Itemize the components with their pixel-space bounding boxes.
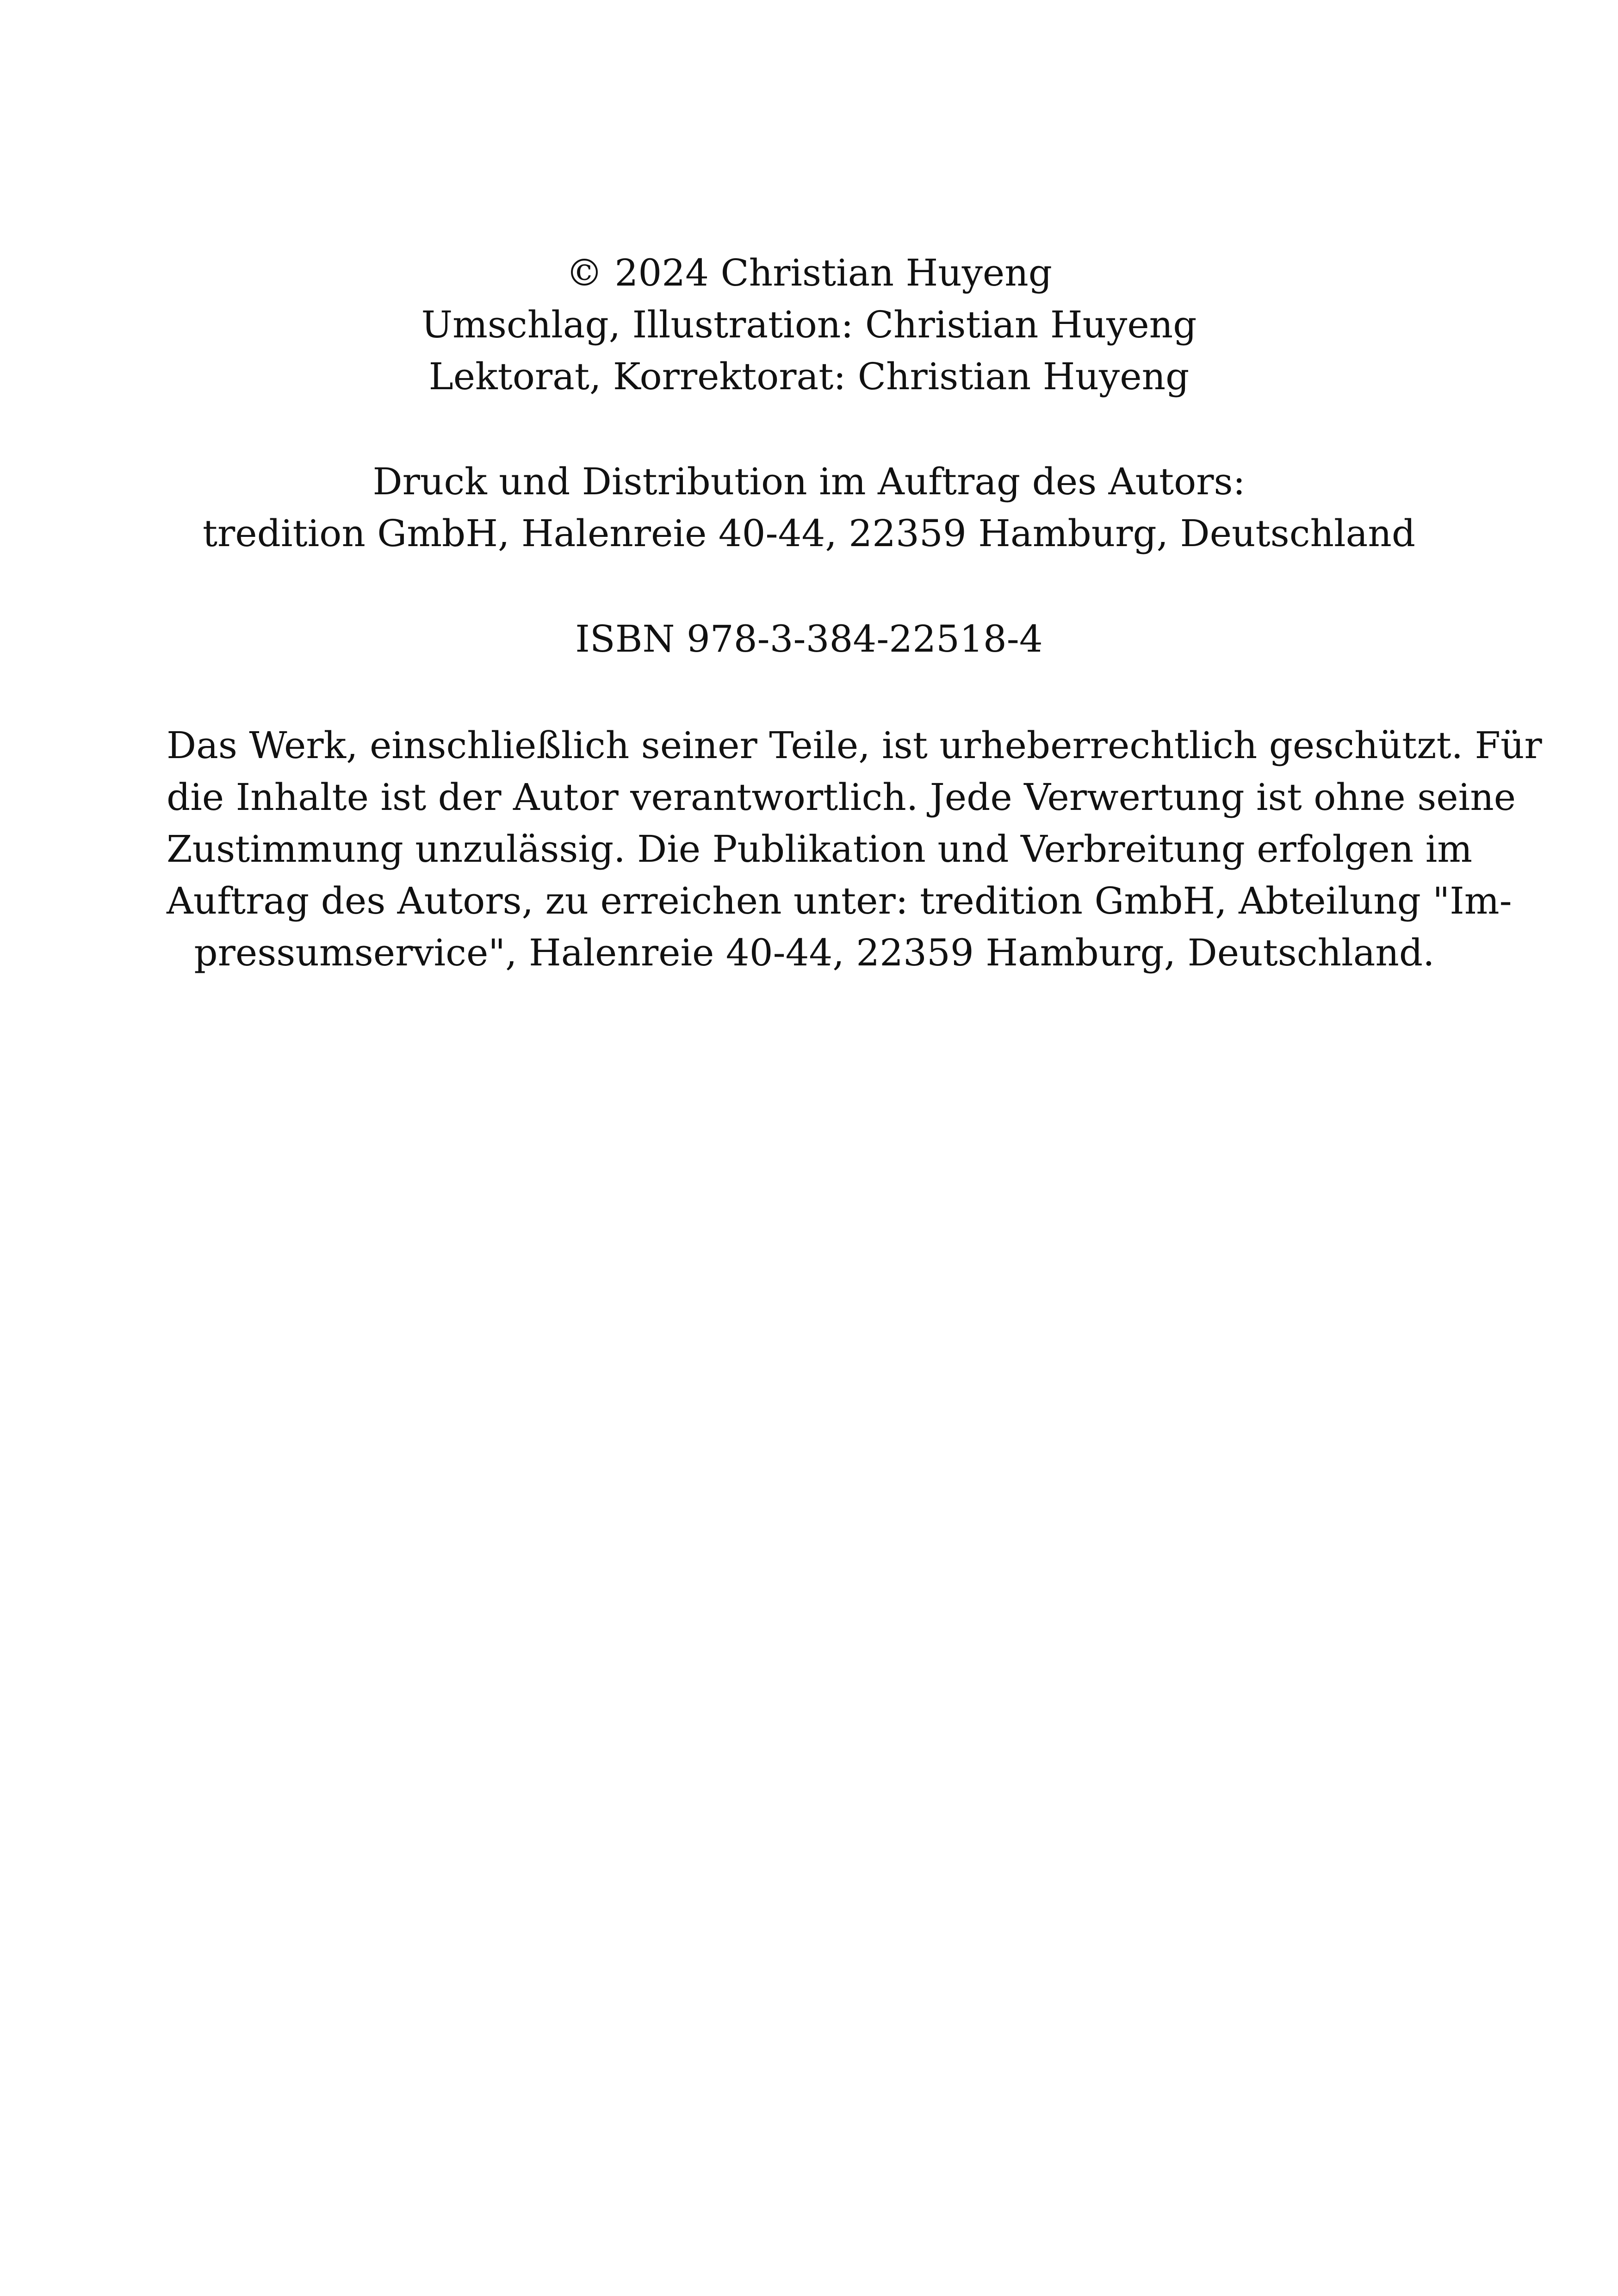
distribution-line-2: tredition GmbH, Halenreie 40-44, 22359 Hamburg, Deutschland — [202, 512, 1416, 555]
legal-line-5: pressumservice", Halenreie 40-44, 22359 Hamburg, Deutschland. — [194, 931, 1435, 974]
isbn-line: ISBN 978-3-384-22518-4 — [575, 617, 1043, 660]
distribution-line-1: Druck und Distribution im Auftrag des Autors: — [372, 460, 1246, 503]
legal-line-2: die Inhalte ist der Autor verantwortlich. Jede Verwertung ist ohne seine — [167, 776, 1516, 819]
distribution-block — [0, 456, 1618, 560]
legal-line-3: Zustimmung unzulässig. Die Publikation und Verbreitung erfolgen im — [167, 828, 1473, 871]
editing-credit-line: Lektorat, Korrektorat: Christian Huyeng — [428, 355, 1190, 398]
cover-credit-line: Umschlag, Illustration: Christian Huyeng — [421, 303, 1197, 346]
copyright-line: © 2024 Christian Huyeng — [565, 251, 1052, 294]
legal-notice — [167, 720, 1542, 979]
legal-line-4: Auftrag des Autors, zu erreichen unter: tredition GmbH, Abteilung "Im- — [167, 879, 1512, 922]
legal-line-1: Das Werk, einschließlich seiner Teile, ist urheberrechtlich geschützt. Für — [167, 724, 1542, 767]
credits-block — [0, 247, 1618, 403]
